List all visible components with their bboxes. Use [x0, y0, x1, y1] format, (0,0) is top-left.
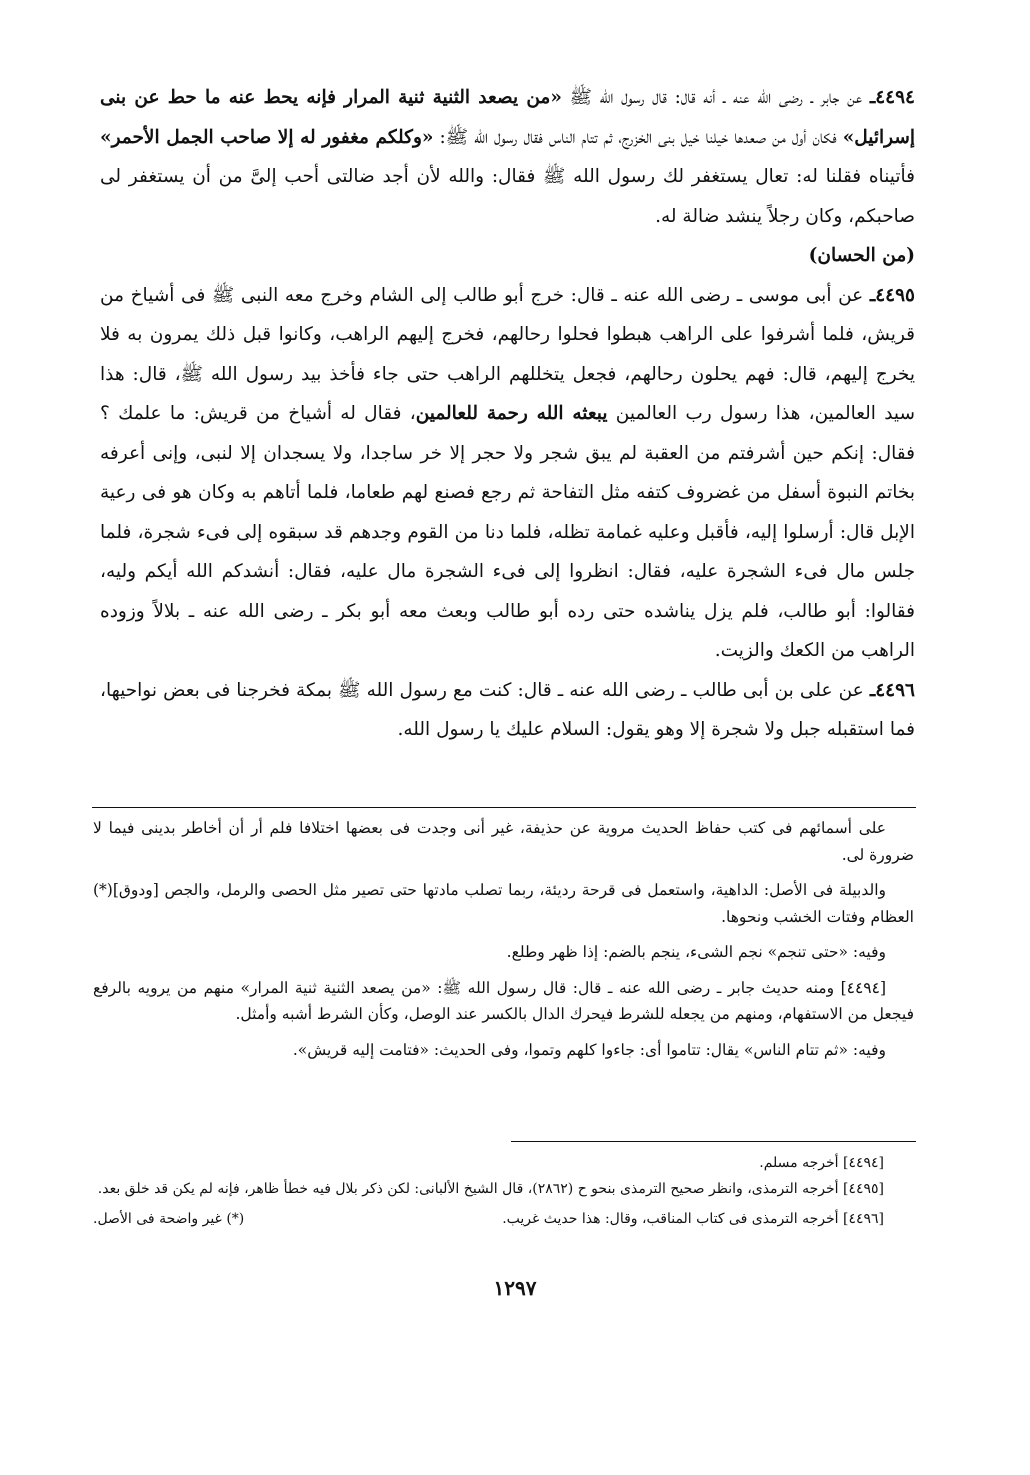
note-paragraph: وفيه: «حتى تنجم» نجم الشىء، ينجم بالضم: إذا ظهر وطلع. — [506, 943, 886, 961]
note-paragraph: والدبيلة فى الأصل: الداهية، واستعمل فى قرحة رديئة، ربما تصلب مادتها حتى تصير مثل الحصى والرمل، والجص [ودوق](*) العظام وفتات الخشب ونحوها. — [93, 881, 914, 926]
hadith-4496 — [100, 671, 915, 750]
hadith-quote: «وكلكم مغفور له إلا صاحب الجمل الأحمر» — [100, 126, 434, 148]
hadith-text: عن جابر ـ رضى الله عنه ـ أنه قال: قال رسول الله ﷺ — [561, 87, 870, 108]
hadith-text: فأتيناه فقلنا له: تعال يستغفر لك رسول الله ﷺ فقال: والله لأن أجد ضالتى أحب إلىَّ من أن يستغفر لى صاحبكم، وكان رجلاً ينشد ضالة له. — [100, 166, 915, 227]
hadith-bold-phrase: يبعثه الله رحمة للعالمين — [415, 403, 608, 424]
hadith-number: ٤٤٩٤ـ — [869, 87, 915, 108]
hadith-4494 — [100, 78, 915, 236]
hadith-text: عن على بن أبى طالب ـ رضى الله عنه ـ قال: كنت مع رسول الله ﷺ بمكة فخرجنا فى بعض نواحيها، فما استقبله جبل ولا شجرة إلا وهو يقول: السلام عليك يا رسول الله. — [100, 679, 915, 740]
hadith-number: ٤٤٩٦ـ — [869, 679, 915, 701]
page-number: ١٢٩٧ — [493, 1276, 537, 1300]
hadith-quote: «من يصعد الثنية ثنية المرار فإنه يحط عنه ما حط عن بنى إسرائيل» — [100, 87, 915, 148]
hadith-text: فكان أول من صعدها خيلنا خيل بنى الخزرج، ثم تتام الناس فقال رسول الله ﷺ: — [433, 126, 843, 148]
note-paragraph: [٤٤٩٤] ومنه حديث جابر ـ رضى الله عنه ـ قال: قال رسول الله ﷺ: «من يصعد الثنية ثنية المرار» منهم من يرويه بالرفع فيجعل من الاستفهام، ومنهم من يجعله للشرط فيحرك الدال بالكسر عند الوصل، وكأن الشرط أشبه وأمثل. — [93, 978, 914, 1023]
note-paragraph: على أسمائهم فى كتب حفاظ الحديث مروية عن حذيفة، غير أنى وجدت فى بعضها اختلافا فلم أر أن أخاطر بدينى فيما لا ضرورة لى. — [93, 819, 914, 864]
references — [93, 1150, 914, 1232]
reference-item: [٤٤٩٥] أخرجه الترمذى، وانظر صحيح الترمذى بنحو ح (٢٨٦٢)، قال الشيخ الألبانى: لكن ذكر بلال فيه خطأ ظاهر، فإنه لم يكن قد خلق بعد. — [97, 1181, 884, 1197]
footnote-mark-note: (*) غير واضحة فى الأصل. — [93, 1211, 245, 1227]
hadith-number: ٤٤٩٥ـ — [869, 284, 915, 306]
reference-item: [٤٤٩٦] أخرجه الترمذى فى كتاب المناقب، وقال: هذا حديث غريب. — [502, 1211, 884, 1227]
reference-item: [٤٤٩٤] أخرجه مسلم. — [759, 1155, 884, 1171]
section-heading: (من الحسان) — [808, 245, 915, 266]
hadith-text: ، فقال له أشياخ من قريش: ما علمك ؟ فقال: إنكم حين أشرفتم من العقبة لم يبق شجر ولا حجر إلا خر ساجدا، ولا يسجدان إلا لنبى، وإنى أعرفه بخاتم النبوة أسفل من غضروف كتفه مثل التفاحة ثم رجع فصنع لهم طعاما، فلما أتاهم به وكان هو فى رعية الإبل قال: أرسلوا إليه، فأقبل وعليه غمامة تظله، فلما دنا من القوم وجدهم قد سبقوه إلى فىء شجرة، فلما جلس مال فىء الشجرة عليه، فقال: انظروا إلى فىء الشجرة مال عليه، فقال: أنشدكم الله أيكم وليه، فقالوا: أبو طالب، فلم يزل يناشده حتى رده أبو طالب وبعث معه أبو بكر ـ رضى الله عنه ـ بلالاً وزوده الراهب من الكعك والزيت. — [100, 403, 915, 661]
hadith-text: عن أبى موسى ـ رضى الله عنه ـ قال: خرج أبو طالب إلى الشام وخرج معه النبى ﷺ فى أشياخ من قريش، فلما أشرفوا على الراهب هبطوا فحلوا رحالهم، فخرج إليهم الراهب، وكانوا قبل ذلك يمرون به فلا يخرج إليهم، قال: فهم يحلون رحالهم، فجعل يتخللهم الراهب حتى جاء فأخذ بيد رسول الله ﷺ، قال: هذا سيد العالمين، هذا رسول رب العالمين — [100, 284, 916, 424]
commentary-notes — [93, 815, 914, 1065]
divider-line — [511, 1141, 916, 1142]
note-paragraph: وفيه: «ثم تتام الناس» يقال: تتاموا أى: جاءوا كلهم وتموا، وفى الحديث: «فتامت إليه قريش». — [292, 1040, 886, 1059]
hadith-4495 — [100, 276, 915, 671]
divider-line — [92, 807, 916, 808]
reference-row — [93, 1206, 914, 1232]
main-text — [100, 78, 915, 750]
